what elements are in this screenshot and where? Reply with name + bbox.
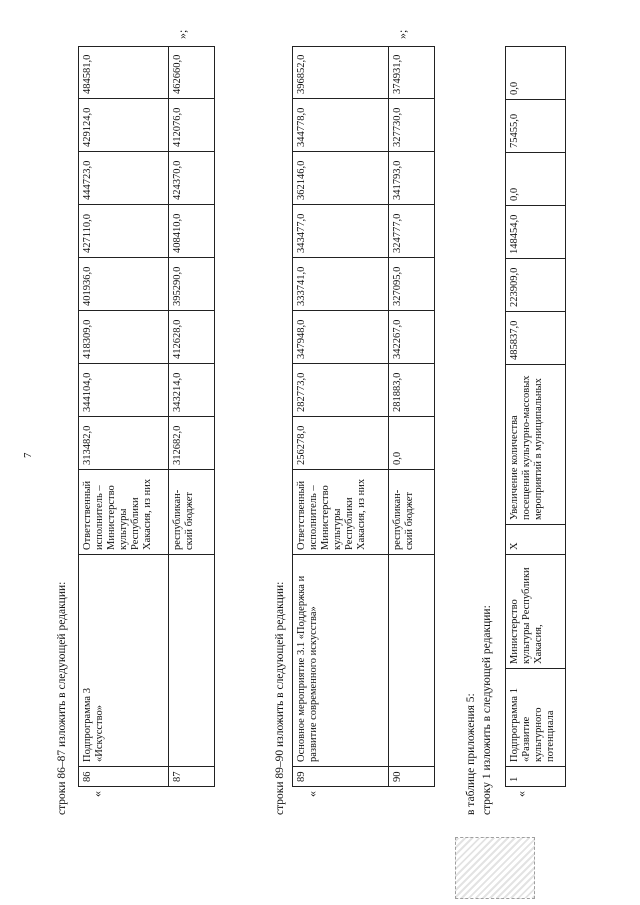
table-cell: 86 <box>79 767 169 787</box>
table-cell: 344778,0 <box>293 99 389 152</box>
table-cell: 395290,0 <box>169 258 215 311</box>
table-cell: 1 <box>506 767 566 787</box>
table-cell: 362146,0 <box>293 152 389 205</box>
page-number: 7 <box>22 452 34 458</box>
table-cell: 444723,0 <box>79 152 169 205</box>
table-cell: 424370,0 <box>169 152 215 205</box>
table-cell: Основное мероприятие 3.1 «Поддержка и развитие современного искусства» <box>293 555 389 767</box>
table-cell: 485837,0 <box>506 312 566 365</box>
table-cell: 327095,0 <box>389 258 435 311</box>
table-cell: 0,0 <box>506 47 566 100</box>
table-row <box>389 47 435 787</box>
table-cell: 256278,0 <box>293 417 389 470</box>
section3-open-quote: « <box>514 791 528 797</box>
table-cell: 341793,0 <box>389 152 435 205</box>
section1-close-quote: »; <box>175 29 189 39</box>
table-row <box>506 47 566 787</box>
table-cell: 343214,0 <box>169 364 215 417</box>
table-cell: Министерство культуры Республики Хакасия, <box>506 555 566 669</box>
table-cell: 87 <box>169 767 215 787</box>
table-cell: 408410,0 <box>169 205 215 258</box>
section2-open-quote: « <box>305 791 319 797</box>
table-cell: 344104,0 <box>79 364 169 417</box>
section2-table <box>292 46 435 787</box>
table-cell: Ответственный исполнитель – Министерство культуры Республики Хакасия, из них <box>293 470 389 555</box>
section1-caption: строки 86–87 изложить в следующей редакции: <box>56 581 68 815</box>
section2-caption: строки 89–90 изложить в следующей редакции: <box>274 581 286 815</box>
table-cell: 0,0 <box>389 417 435 470</box>
table-cell: 75455,0 <box>506 100 566 153</box>
table-cell: 462660,0 <box>169 47 215 99</box>
table-row <box>169 47 215 787</box>
table-cell: 412076,0 <box>169 99 215 152</box>
table-cell: 89 <box>293 767 389 787</box>
table-cell: 312682,0 <box>169 417 215 470</box>
table-cell: Подпрограмма 3 «Искусство» <box>79 555 169 767</box>
table-cell: Ответственный исполнитель – Министерство культуры Республики Хакасия, из них <box>79 470 169 555</box>
table-cell: 313482,0 <box>79 417 169 470</box>
table-cell <box>169 555 215 767</box>
section1-open-quote: « <box>90 791 104 797</box>
section3-caption1: в таблице приложения 5: <box>465 693 477 815</box>
table-cell: 374931,0 <box>389 47 435 99</box>
table-cell: 347948,0 <box>293 311 389 364</box>
section3-caption2: строку 1 изложить в следующей редакции: <box>481 605 493 815</box>
table-cell: 412628,0 <box>169 311 215 364</box>
table-cell: республикан-ский бюджет <box>389 470 435 555</box>
table-cell: 401936,0 <box>79 258 169 311</box>
table-cell: 427110,0 <box>79 205 169 258</box>
table-row <box>79 47 169 787</box>
table-row <box>293 47 389 787</box>
section3-table <box>505 46 566 787</box>
table-cell: 418309,0 <box>79 311 169 364</box>
table-cell: 90 <box>389 767 435 787</box>
table-cell: Х <box>506 525 566 555</box>
table-cell: 282773,0 <box>293 364 389 417</box>
table-cell: 429124,0 <box>79 99 169 152</box>
table-cell: республикан-ский бюджет <box>169 470 215 555</box>
table-cell: 324777,0 <box>389 205 435 258</box>
table-cell: 343477,0 <box>293 205 389 258</box>
table-cell: Подпрограмма 1 «Развитие культурного потенциала <box>506 669 566 767</box>
table-cell: Увеличение количества посещений культурно-массовых мероприятий в муниципальных <box>506 365 566 525</box>
table-cell: 148454,0 <box>506 206 566 259</box>
table-cell: 327730,0 <box>389 99 435 152</box>
section2-close-quote: »; <box>395 29 409 39</box>
stamp-mark <box>455 837 535 899</box>
section1-table <box>78 46 215 787</box>
table-cell <box>389 555 435 767</box>
table-cell: 223909,0 <box>506 259 566 312</box>
table-cell: 0,0 <box>506 153 566 206</box>
table-cell: 342267,0 <box>389 311 435 364</box>
table-cell: 396852,0 <box>293 47 389 99</box>
table-cell: 333741,0 <box>293 258 389 311</box>
table-cell: 484581,0 <box>79 47 169 99</box>
table-cell: 281883,0 <box>389 364 435 417</box>
